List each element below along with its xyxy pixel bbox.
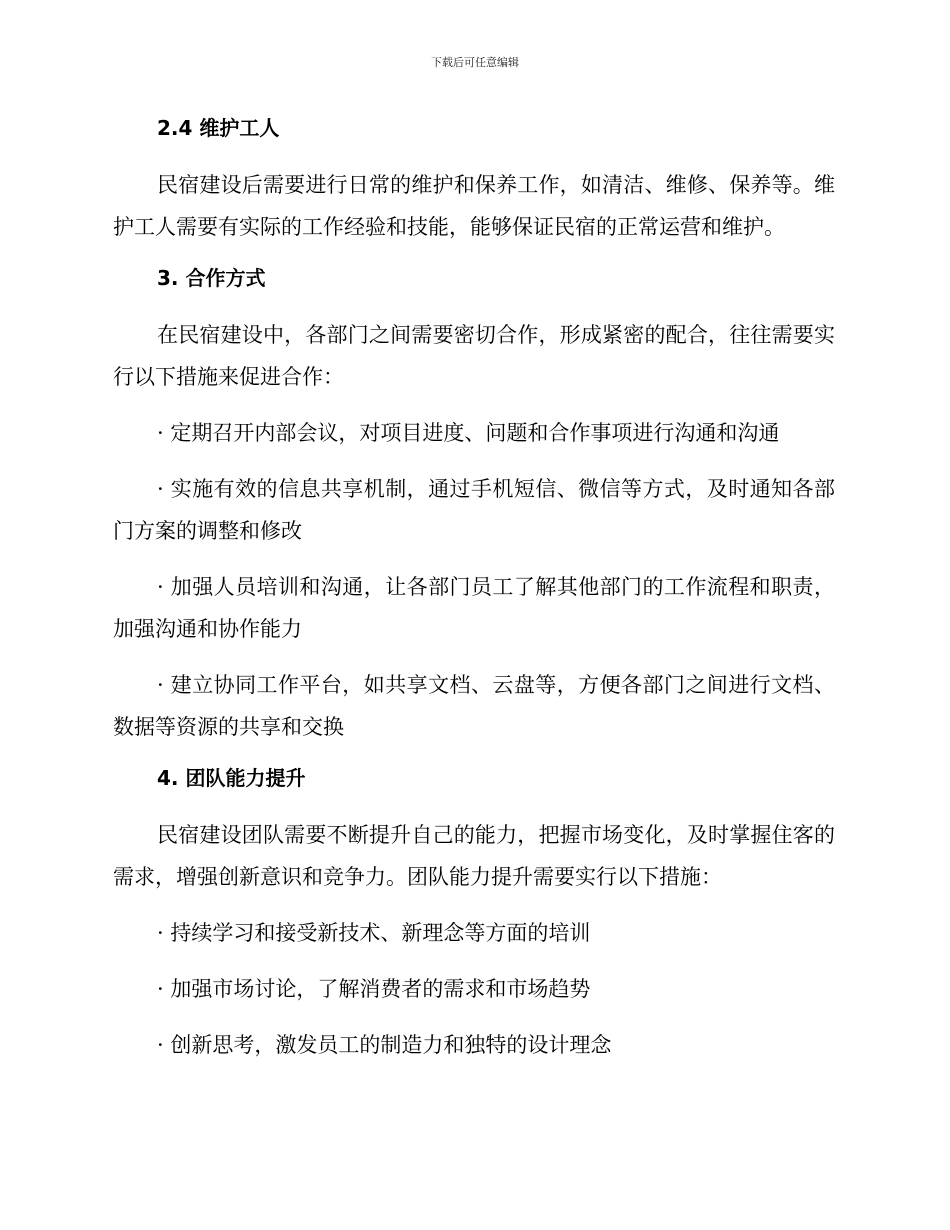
- bullet-item-training: · 加强人员培训和沟通，让各部门员工了解其他部门的工作流程和职责，加强沟通和协作能力: [113, 575, 835, 641]
- paragraph-cooperation-intro: 在民宿建设中，各部门之间需要密切合作，形成紧密的配合，往往需要实行以下措施来促进合作：: [113, 323, 835, 389]
- section-heading-maintenance: 2.4 维护工人: [157, 116, 280, 140]
- bullet-item-market: · 加强市场讨论，了解消费者的需求和市场趋势: [157, 977, 591, 1001]
- bullet-item-innovation: · 创新思考，激发员工的制造力和独特的设计理念: [157, 1033, 612, 1057]
- header-note: 下载后可任意编辑: [431, 56, 519, 69]
- paragraph-team-ability-intro: 民宿建设团队需要不断提升自己的能力，把握市场变化，及时掌握住客的需求，增强创新意识和竞争力。团队能力提升需要实行以下措施：: [113, 823, 835, 889]
- section-heading-team-ability: 4. 团队能力提升: [157, 766, 306, 790]
- bullet-item-platform: · 建立协同工作平台，如共享文档、云盘等，方便各部门之间进行文档、数据等资源的共享和交换: [113, 673, 835, 739]
- bullet-item-info-sharing: · 实施有效的信息共享机制，通过手机短信、微信等方式，及时通知各部门方案的调整和修改: [113, 477, 835, 543]
- section-heading-cooperation: 3. 合作方式: [157, 266, 266, 290]
- bullet-item-learning: · 持续学习和接受新技术、新理念等方面的培训: [157, 921, 591, 945]
- bullet-item-meetings: · 定期召开内部会议，对项目进度、问题和合作事项进行沟通和沟通: [157, 421, 780, 445]
- paragraph-maintenance: 民宿建设后需要进行日常的维护和保养工作，如清洁、维修、保养等。维护工人需要有实际的工作经验和技能，能够保证民宿的正常运营和维护。: [113, 173, 835, 239]
- document-body: [113, 112, 835, 1080]
